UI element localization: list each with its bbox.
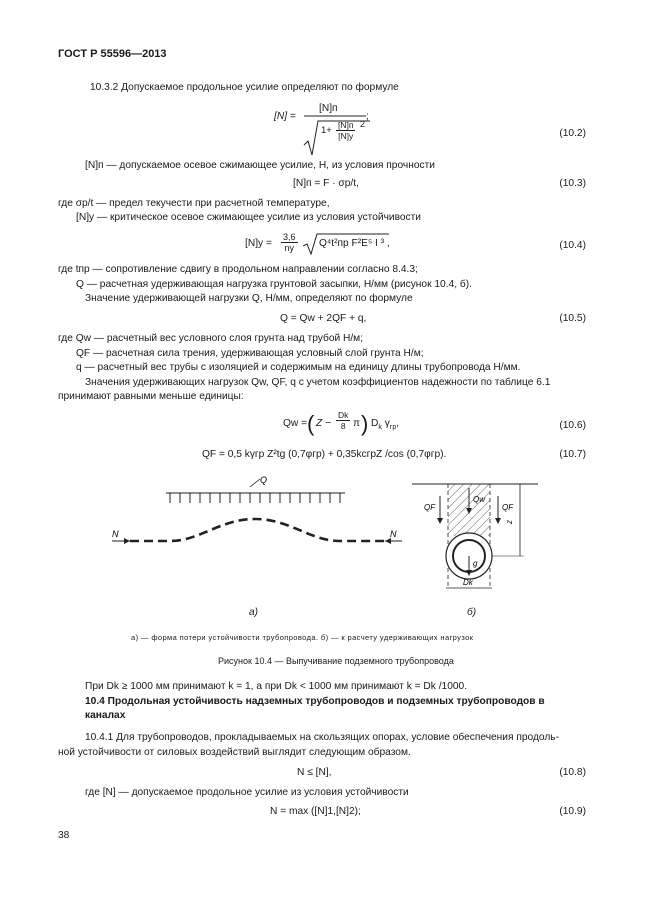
eq-label-10-6: (10.6) xyxy=(559,420,586,431)
def-Ny: [N]у — критическое осевое сжимающее усилие из условия устойчивости xyxy=(76,212,421,223)
label-Dk: Dk xyxy=(463,578,473,587)
eq-10-8: N ≤ [N], xyxy=(297,767,332,778)
para-10-4-1-a: 10.4.1 Для трубопроводов, прокладываемых на скользящих опорах, условие обеспечения продоль- xyxy=(85,732,559,743)
figure-b-cross-section xyxy=(410,478,550,608)
def-t: где tпр — сопротивление сдвигу в продольном направлении согласно 8.4.3; xyxy=(58,264,418,275)
figure-caption: Рисунок 10.4 — Выпучивание подземного трубопровода xyxy=(218,656,454,666)
para-Q: Значение удерживающей нагрузки Q, Н/мм, определяют по формуле xyxy=(85,293,413,304)
fig-label-a: а) xyxy=(249,607,259,618)
def-Q: Q — расчетная удерживающая нагрузка грунтовой засыпки, Н/мм (рисунок 10.4, б). xyxy=(76,279,472,290)
eq-10-5: Q = Qw + 2QF + q, xyxy=(280,313,367,324)
eq-label-10-2: (10.2) xyxy=(559,128,586,139)
para-10-3-2: 10.3.2 Допускаемое продольное усилие определяют по формуле xyxy=(90,82,399,93)
eq-10-3: [N]п = F · σp/t, xyxy=(293,178,359,189)
section-10-4-heading-a: 10.4 Продольная устойчивость надземных трубопроводов и подземных трубопроводов в xyxy=(85,696,545,707)
label-Q: Q xyxy=(260,475,268,485)
label-N-right: N xyxy=(390,529,397,539)
def-Qw: где Qw — расчетный вес условного слоя грунта над трубой Н/м; xyxy=(58,333,364,344)
page-number: 38 xyxy=(58,830,70,841)
eq-label-10-7: (10.7) xyxy=(559,449,586,460)
para-k: При Dk ≥ 1000 мм принимают k = 1, а при Dk < 1000 мм принимают k = Dk /1000. xyxy=(85,681,468,692)
para-loads-b: принимают равными меньше единицы: xyxy=(58,391,244,402)
label-g: g xyxy=(473,559,478,568)
def-q: q — расчетный вес трубы с изоляцией и содержимым на единицу длины трубопровода Н/мм. xyxy=(76,362,521,373)
label-QF-right: QF xyxy=(502,503,514,512)
eq-label-10-9: (10.9) xyxy=(559,806,586,817)
para-loads-a: Значения удерживающих нагрузок Qw, QF, q с учетом коэффициентов надежности по таблице 6.1 xyxy=(85,377,551,388)
def-Nn: [N]п — допускаемое осевое сжимающее усилие, Н, из условия прочности xyxy=(85,160,435,171)
def-QF: QF — расчетная сила трения, удерживающая условный слой грунта Н/м; xyxy=(76,348,424,359)
figure-a-buckling xyxy=(100,475,410,555)
section-10-4-heading-b: каналах xyxy=(85,710,126,721)
eq-label-10-8: (10.8) xyxy=(559,767,586,778)
doc-header: ГОСТ Р 55596—2013 xyxy=(58,48,167,60)
label-Qw: Qw xyxy=(473,495,485,504)
eq-10-7: QF = 0,5 kγгр Z²tg (0,7φгр) + 0,35kcгрZ /cos (0,7φгр). xyxy=(202,449,447,460)
eq-label-10-5: (10.5) xyxy=(559,313,586,324)
eq-label-10-3: (10.3) xyxy=(559,178,586,189)
eq-label-10-4: (10.4) xyxy=(559,240,586,251)
figure-subcaption: а) — форма потери устойчивости трубопровода. б) — к расчету удерживающих нагрузок xyxy=(131,633,474,642)
fig-label-b: б) xyxy=(467,607,477,618)
def-N: где [N] — допускаемое продольное усилие из условия устойчивости xyxy=(85,787,409,798)
def-sigma: где σp/t — предел текучести при расчетной температуре, xyxy=(58,198,330,209)
label-QF-left: QF xyxy=(424,503,436,512)
para-10-4-1-b: ной устойчивости от силовых воздействий выглядит следующим образом. xyxy=(58,747,411,758)
label-N-left: N xyxy=(112,529,119,539)
eq-10-9: N = max ([N]1,[N]2); xyxy=(270,806,361,817)
label-z: z xyxy=(505,520,514,524)
